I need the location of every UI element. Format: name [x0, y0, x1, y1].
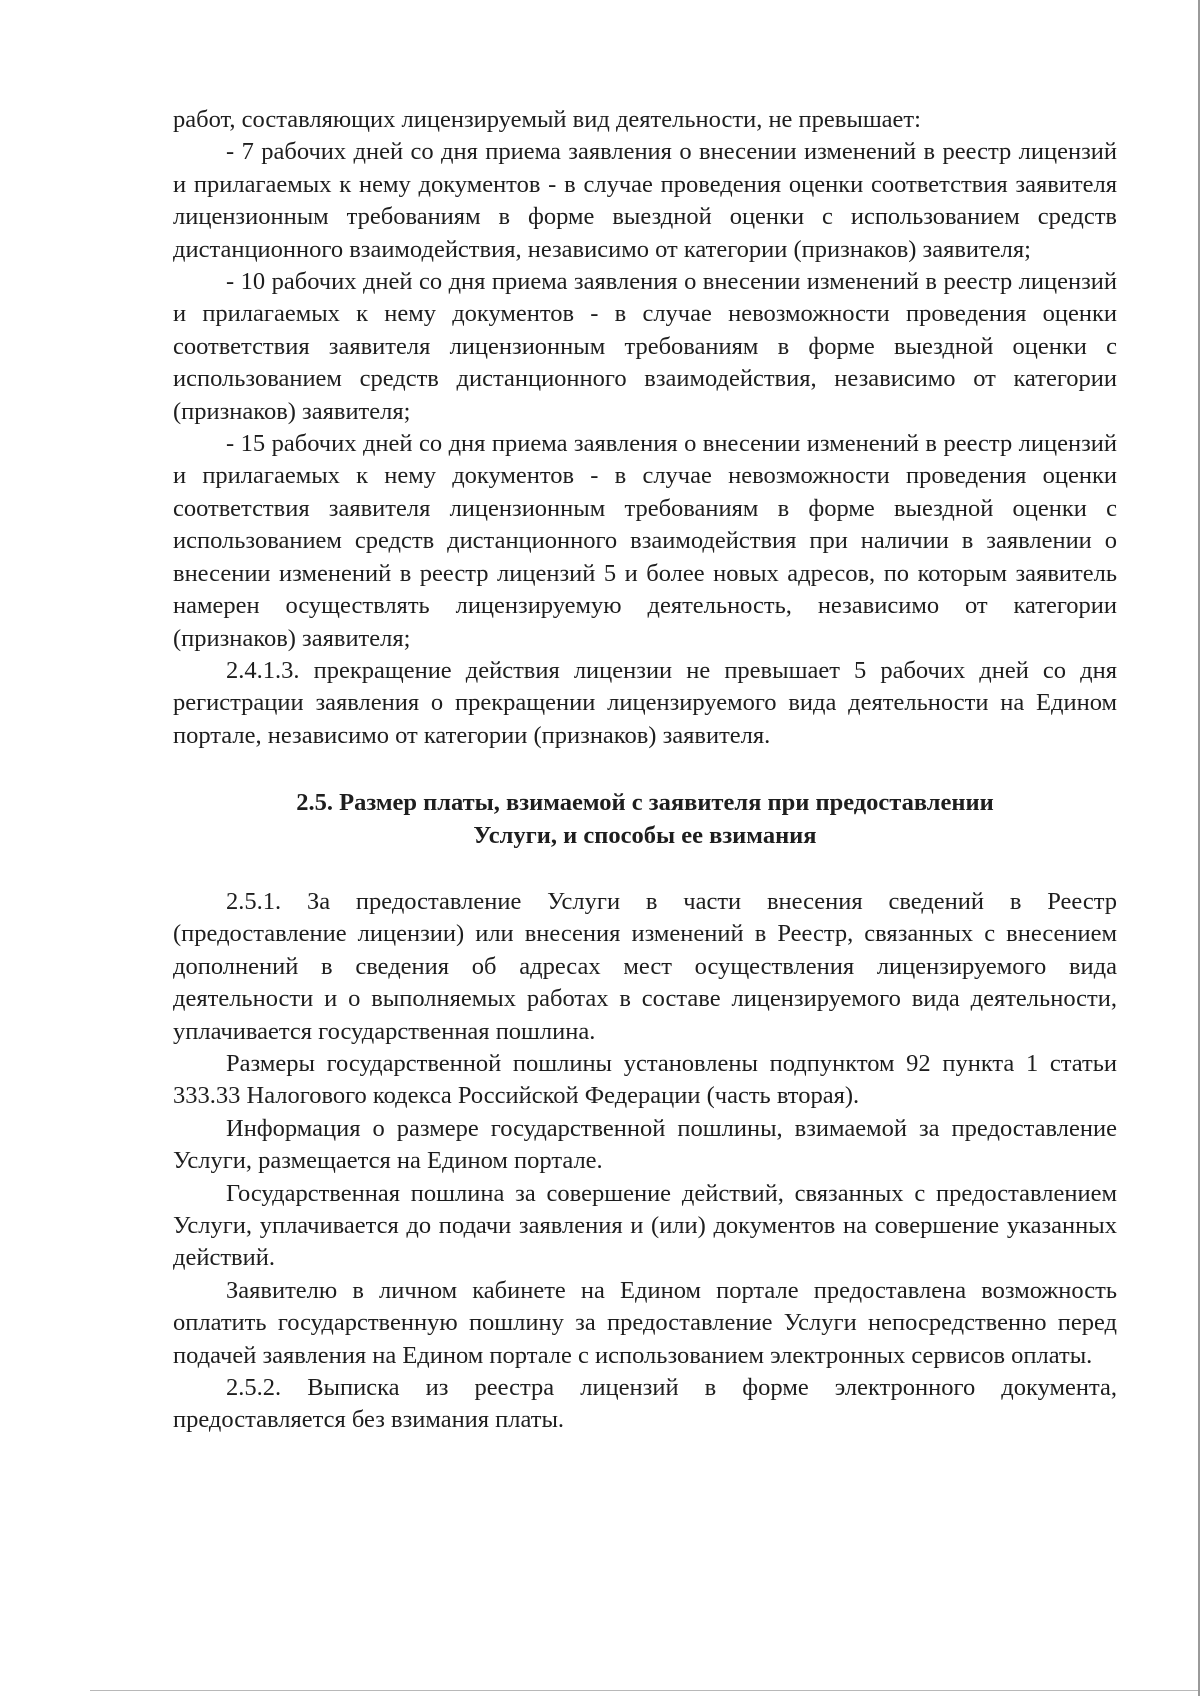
- paragraph-duty-info: Информация о размере государственной пошлины, взимаемой за предоставление Услуги, размещается на Едином портале.: [173, 1114, 1117, 1175]
- paragraph-2-5-2: 2.5.2. Выписка из реестра лицензий в форме электронного документа, предоставляется без взимания платы.: [173, 1374, 1117, 1434]
- paragraph-10-days: - 10 рабочих дней со дня приема заявления о внесении изменений в реестр лицензий и прилагаемых к нему документов - в случае невозможности проведения оценки соответствия заявителя лицензионным требованиям в форме выездной оценки с использованием средств дистанционного взаимодействия, независимо от категории (признаков) заявителя;: [173, 268, 1117, 425]
- paragraph-duty-payment: Государственная пошлина за совершение действий, связанных с предоставлением Услуги, уплачивается до подачи заявления и (или) документов на совершение указанных действий.: [173, 1179, 1117, 1272]
- section-heading-line-1: 2.5. Размер платы, взимаемой с заявителя при предоставлении: [296, 789, 994, 817]
- document-body: [173, 104, 1117, 1437]
- paragraph-personal-account: Заявителю в личном кабинете на Едином портале предоставлена возможность оплатить государственную пошлину за предоставление Услуги непосредственно перед подачей заявления на Едином портале с использованием электронных сервисов оплаты.: [173, 1276, 1117, 1369]
- paragraph-2-5-1: 2.5.1. За предоставление Услуги в части внесения сведений в Реестр (предоставление лицензии) или внесения изменений в Реестр, связанных с внесением дополнений в сведения об адресах мест осуществления лицензируемого вида деятельности и о выполняемых работах в составе лицензируемого вида деятельности, уплачивается государственная пошлина.: [173, 887, 1117, 1045]
- paragraph-15-days: - 15 рабочих дней со дня приема заявления о внесении изменений в реестр лицензий и прилагаемых к нему документов - в случае невозможности проведения оценки соответствия заявителя лицензионным требованиям в форме выездной оценки с использованием средств дистанционного взаимодействия при наличии в заявлении о внесении изменений в реестр лицензий 5 и более новых адресов, по которым заявитель намерен осуществлять лицензируемую деятельность, независимо от категории (признаков) заявителя;: [173, 430, 1117, 652]
- section-heading-2-5: [173, 787, 1117, 852]
- paragraph-2-4-1-3: 2.4.1.3. прекращение действия лицензии не превышает 5 рабочих дней со дня регистрации заявления о прекращении лицензируемого вида деятельности на Едином портале, независимо от категории (признаков) заявителя.: [173, 656, 1117, 749]
- section-heading-line-2: Услуги, и способы ее взимания: [473, 821, 817, 849]
- paragraph-intro: работ, составляющих лицензируемый вид деятельности, не превышает:: [173, 106, 921, 133]
- paragraph-7-days: - 7 рабочих дней со дня приема заявления о внесении изменений в реестр лицензий и прилагаемых к нему документов - в случае проведения оценки соответствия заявителя лицензионным требованиям в форме выездной оценки с использованием средств дистанционного взаимодействия, независимо от категории (признаков) заявителя;: [173, 138, 1117, 263]
- scan-bottom-edge: [90, 1690, 1198, 1691]
- paragraph-duty-amounts: Размеры государственной пошлины установлены подпунктом 92 пункта 1 статьи 333.33 Налогового кодекса Российской Федерации (часть вторая).: [173, 1049, 1117, 1110]
